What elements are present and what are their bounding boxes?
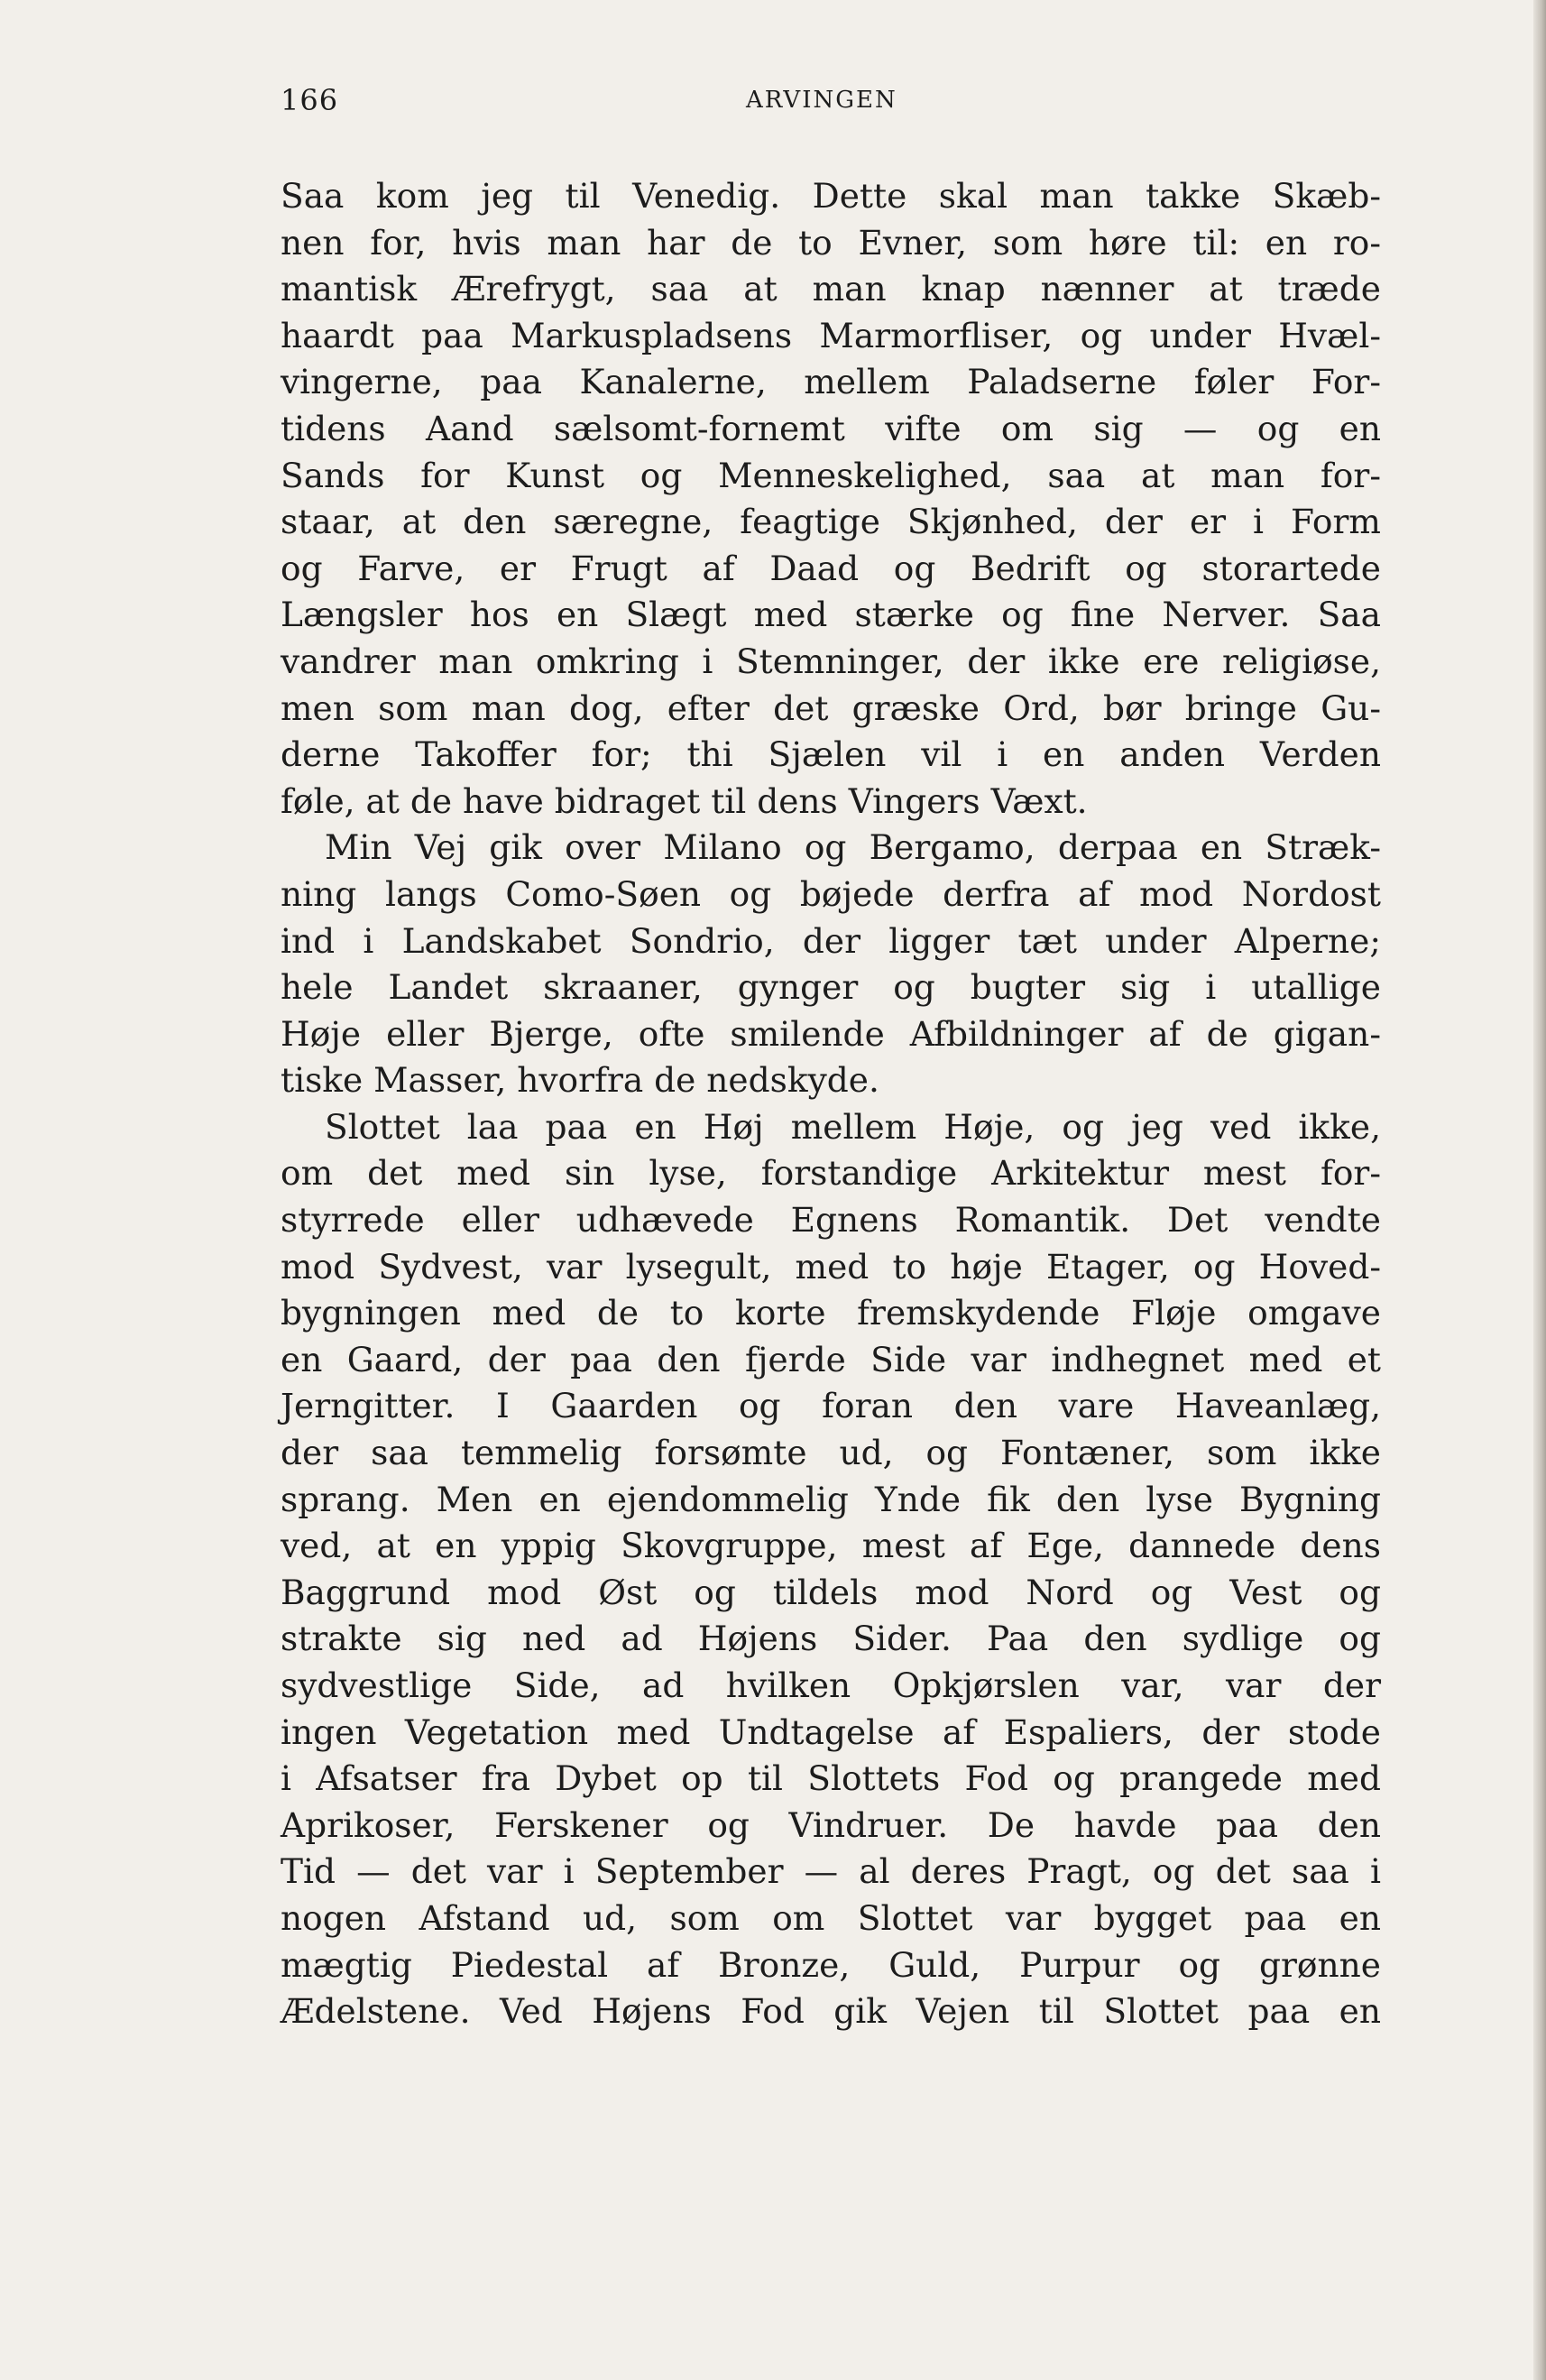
text-line: ved, at en yppig Skovgruppe, mest af Ege, dannede dens	[281, 1526, 1381, 1566]
text-line: nen for, hvis man har de to Evner, som høre til: en ro-	[281, 222, 1381, 263]
text-line: tiske Masser, hvorfra de nedskyde.	[281, 1060, 879, 1101]
text-line: mod Sydvest, var lysegult, med to høje Etager, og Hoved-	[281, 1246, 1381, 1287]
text-line: hele Landet skraaner, gynger og bugter sig i utallige	[281, 967, 1381, 1008]
text-line: der saa temmelig forsømte ud, og Fontæner, som ikke	[281, 1433, 1381, 1473]
text-line: bygningen med de to korte fremskydende Fløje omgave	[281, 1293, 1381, 1333]
text-line: Aprikoser, Ferskener og Vindruer. De havde paa den	[281, 1804, 1381, 1845]
text-line: Tid — det var i September — al deres Pragt, og det saa i	[281, 1851, 1381, 1892]
text-line: ingen Vegetation med Undtagelse af Espaliers, der stode	[281, 1711, 1381, 1752]
text-line: Baggrund mod Øst og tildels mod Nord og Vest og	[281, 1572, 1381, 1612]
text-line: ning langs Como-Søen og bøjede derfra af mod Nordost	[281, 873, 1381, 914]
page-number: 166	[281, 83, 339, 117]
text-line: mægtig Piedestal af Bronze, Guld, Purpur og grønne	[281, 1944, 1381, 1985]
text-line: Saa kom jeg til Venedig. Dette skal man takke Skæb-	[281, 176, 1381, 216]
text-line: nogen Afstand ud, som om Slottet var bygget paa en	[281, 1897, 1381, 1938]
text-line: mantisk Ærefrygt, saa at man knap nænner at træde	[281, 269, 1381, 309]
text-line: styrrede eller udhævede Egnens Romantik. Det vendte	[281, 1200, 1381, 1241]
text-line: vingerne, paa Kanalerne, mellem Paladserne føler For-	[281, 362, 1381, 402]
running-title: ARVINGEN	[746, 87, 897, 114]
text-line: i Afsatser fra Dybet op til Slottets Fod og prangede med	[281, 1758, 1381, 1799]
text-line: Slottet laa paa en Høj mellem Høje, og jeg ved ikke,	[325, 1106, 1381, 1147]
text-line: strakte sig ned ad Højens Sider. Paa den sydlige og	[281, 1619, 1381, 1659]
text-line: haardt paa Markuspladsens Marmorfliser, og under Hvæl-	[281, 315, 1381, 355]
text-line: en Gaard, der paa den fjerde Side var indhegnet med et	[281, 1339, 1381, 1379]
text-line: Min Vej gik over Milano og Bergamo, derpaa en Stræk-	[325, 827, 1381, 868]
text-line: om det med sin lyse, forstandige Arkitektur mest for-	[281, 1153, 1381, 1194]
text-line: derne Takoffer for; thi Sjælen vil i en anden Verden	[281, 734, 1381, 775]
body-text	[281, 173, 1381, 2035]
text-line: Høje eller Bjerge, ofte smilende Afbildninger af de gigan-	[281, 1013, 1381, 1054]
page-edge-shadow	[1533, 0, 1546, 2380]
text-line: men som man dog, efter det græske Ord, bør bringe Gu-	[281, 687, 1381, 728]
text-line: Sands for Kunst og Menneskelighed, saa at man for-	[281, 455, 1381, 495]
page-header	[281, 83, 1381, 128]
text-line: staar, at den særegne, feagtige Skjønhed, der er i Form	[281, 502, 1381, 542]
text-line: føle, at de have bidraget til dens Vingers Væxt.	[281, 780, 1088, 821]
text-line: Ædelstene. Ved Højens Fod gik Vejen til Slottet paa en	[281, 1991, 1381, 2032]
text-line: sprang. Men en ejendommelig Ynde fik den lyse Bygning	[281, 1479, 1381, 1519]
text-line: ind i Landskabet Sondrio, der ligger tæt under Alperne;	[281, 920, 1381, 961]
text-line: sydvestlige Side, ad hvilken Opkjørslen var, var der	[281, 1665, 1381, 1705]
text-line: og Farve, er Frugt af Daad og Bedrift og storartede	[281, 548, 1381, 588]
text-line: vandrer man omkring i Stemninger, der ikke ere religiøse,	[281, 641, 1381, 681]
text-line: Jerngitter. I Gaarden og foran den vare Haveanlæg,	[281, 1386, 1381, 1426]
text-line: Længsler hos en Slægt med stærke og fine Nerver. Saa	[281, 595, 1381, 635]
text-line: tidens Aand sælsomt-fornemt vifte om sig — og en	[281, 408, 1381, 448]
